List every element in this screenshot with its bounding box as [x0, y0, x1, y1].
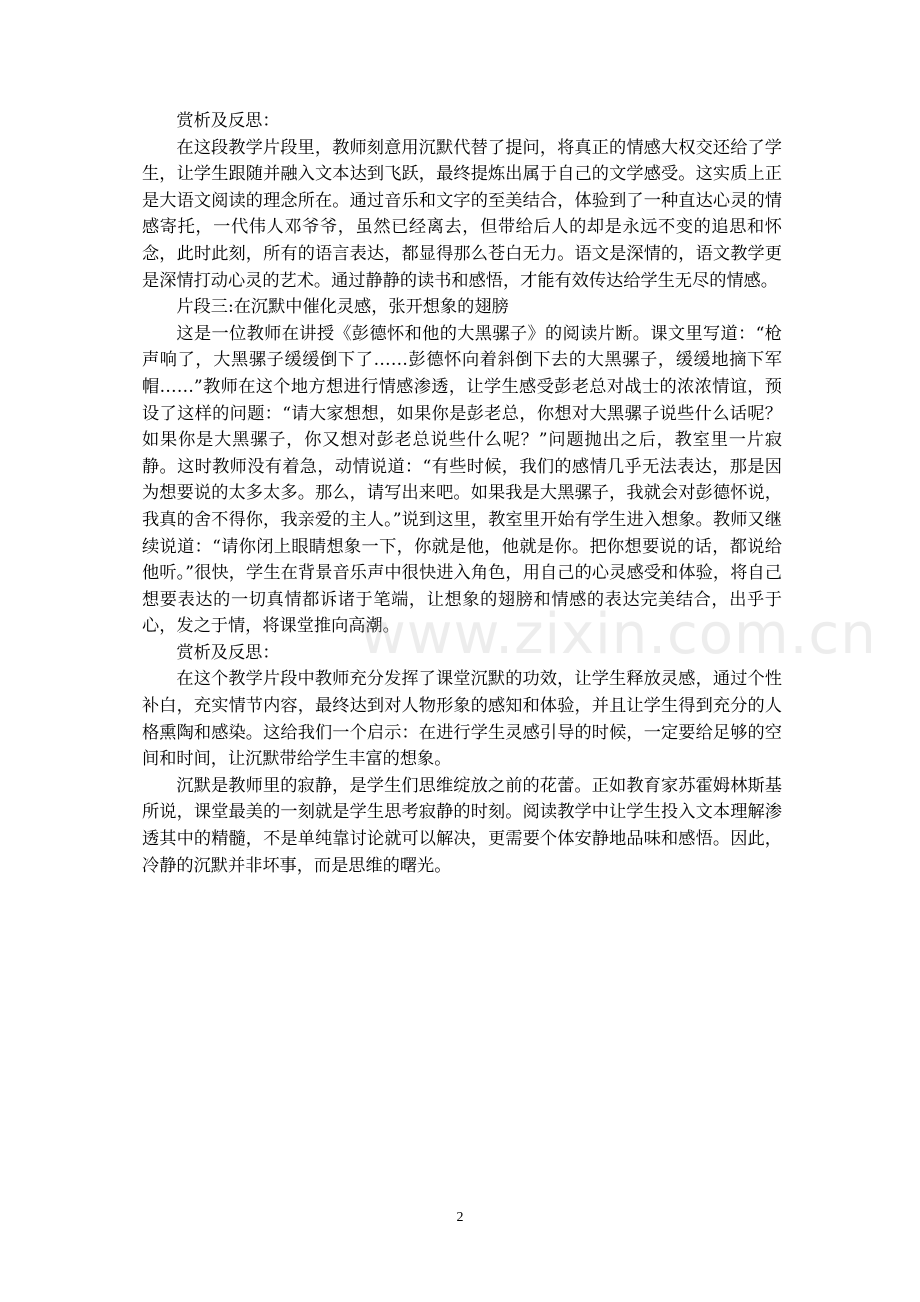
paragraph: 这是一位教师在讲授《彭德怀和他的大黑骡子》的阅读片断。课文里写道：“枪声响了，大黑骡子缓缓倒下了……彭德怀向着斜倒下去的大黑骡子，缓缓地摘下军帽……”教师在这个地方想进行情感渗透，让学生感受彭老总对战士的浓浓情谊，预设了这样的问题：“请大家想想，如果你是彭老总，你想对大黑骡子说些什么话呢？如果你是大黑骡子，你又想对彭老总说些什么呢？”问题抛出之后，教室里一片寂静。这时教师没有着急，动情说道：“有些时候，我们的感情几乎无法表达，那是因为想要说的太多太多。那么，请写出来吧。如果我是大黑骡子，我就会对彭德怀说，我真的舍不得你，我亲爱的主人。”说到这里，教室里开始有学生进入想象。教师又继续说道：“请你闭上眼睛想象一下，你就是他，他就是你。把你想要说的话，都说给他听。”很快，学生在背景音乐声中很快进入角色，用自己的心灵感受和体验，将自己想要表达的一切真情都诉诸于笔端，让想象的翅膀和情感的表达完美结合，出乎于心，发之于情，将课堂推向高潮。: [142, 323, 782, 637]
section-heading: 片段三:在沉默中催化灵感，张开想象的翅膀: [176, 297, 509, 318]
document-body: [142, 108, 782, 879]
reflection-heading: 赏析及反思：: [176, 642, 280, 663]
paragraph: 沉默是教师里的寂静，是学生们思维绽放之前的花蕾。正如教育家苏霍姆林斯基所说，课堂最美的一刻就是学生思考寂静的时刻。阅读教学中让学生投入文本理解渗透其中的精髓，不是单纯靠讨论就可以解决，更需要个体安静地品味和感悟。因此，冷静的沉默并非坏事，而是思维的曙光。: [142, 775, 782, 876]
paragraph: 在这段教学片段里，教师刻意用沉默代替了提问，将真正的情感大权交还给了学生，让学生跟随并融入文本达到飞跃，最终提炼出属于自己的文学感受。这实质上正是大语文阅读的理念所在。通过音乐和文字的至美结合，体验到了一种直达心灵的情感寄托，一代伟人邓爷爷，虽然已经离去，但带给后人的却是永远不变的追思和怀念，此时此刻，所有的语言表达，都显得那么苍白无力。语文是深情的，语文教学更是深情打动心灵的艺术。通过静静的读书和感悟，才能有效传达给学生无尽的情感。: [142, 137, 782, 291]
reflection-heading: 赏析及反思：: [176, 111, 280, 131]
page-number: 2: [456, 1210, 464, 1225]
paragraph: 在这个教学片段中教师充分发挥了课堂沉默的功效，让学生释放灵感，通过个性补白，充实情节内容，最终达到对人物形象的感知和体验，并且让学生得到充分的人格熏陶和感染。这给我们一个启示：在进行学生灵感引导的时候，一定要给足够的空间和时间，让沉默带给学生丰富的想象。: [142, 669, 782, 770]
watermark: www.zixin.com.cn: [360, 602, 877, 667]
